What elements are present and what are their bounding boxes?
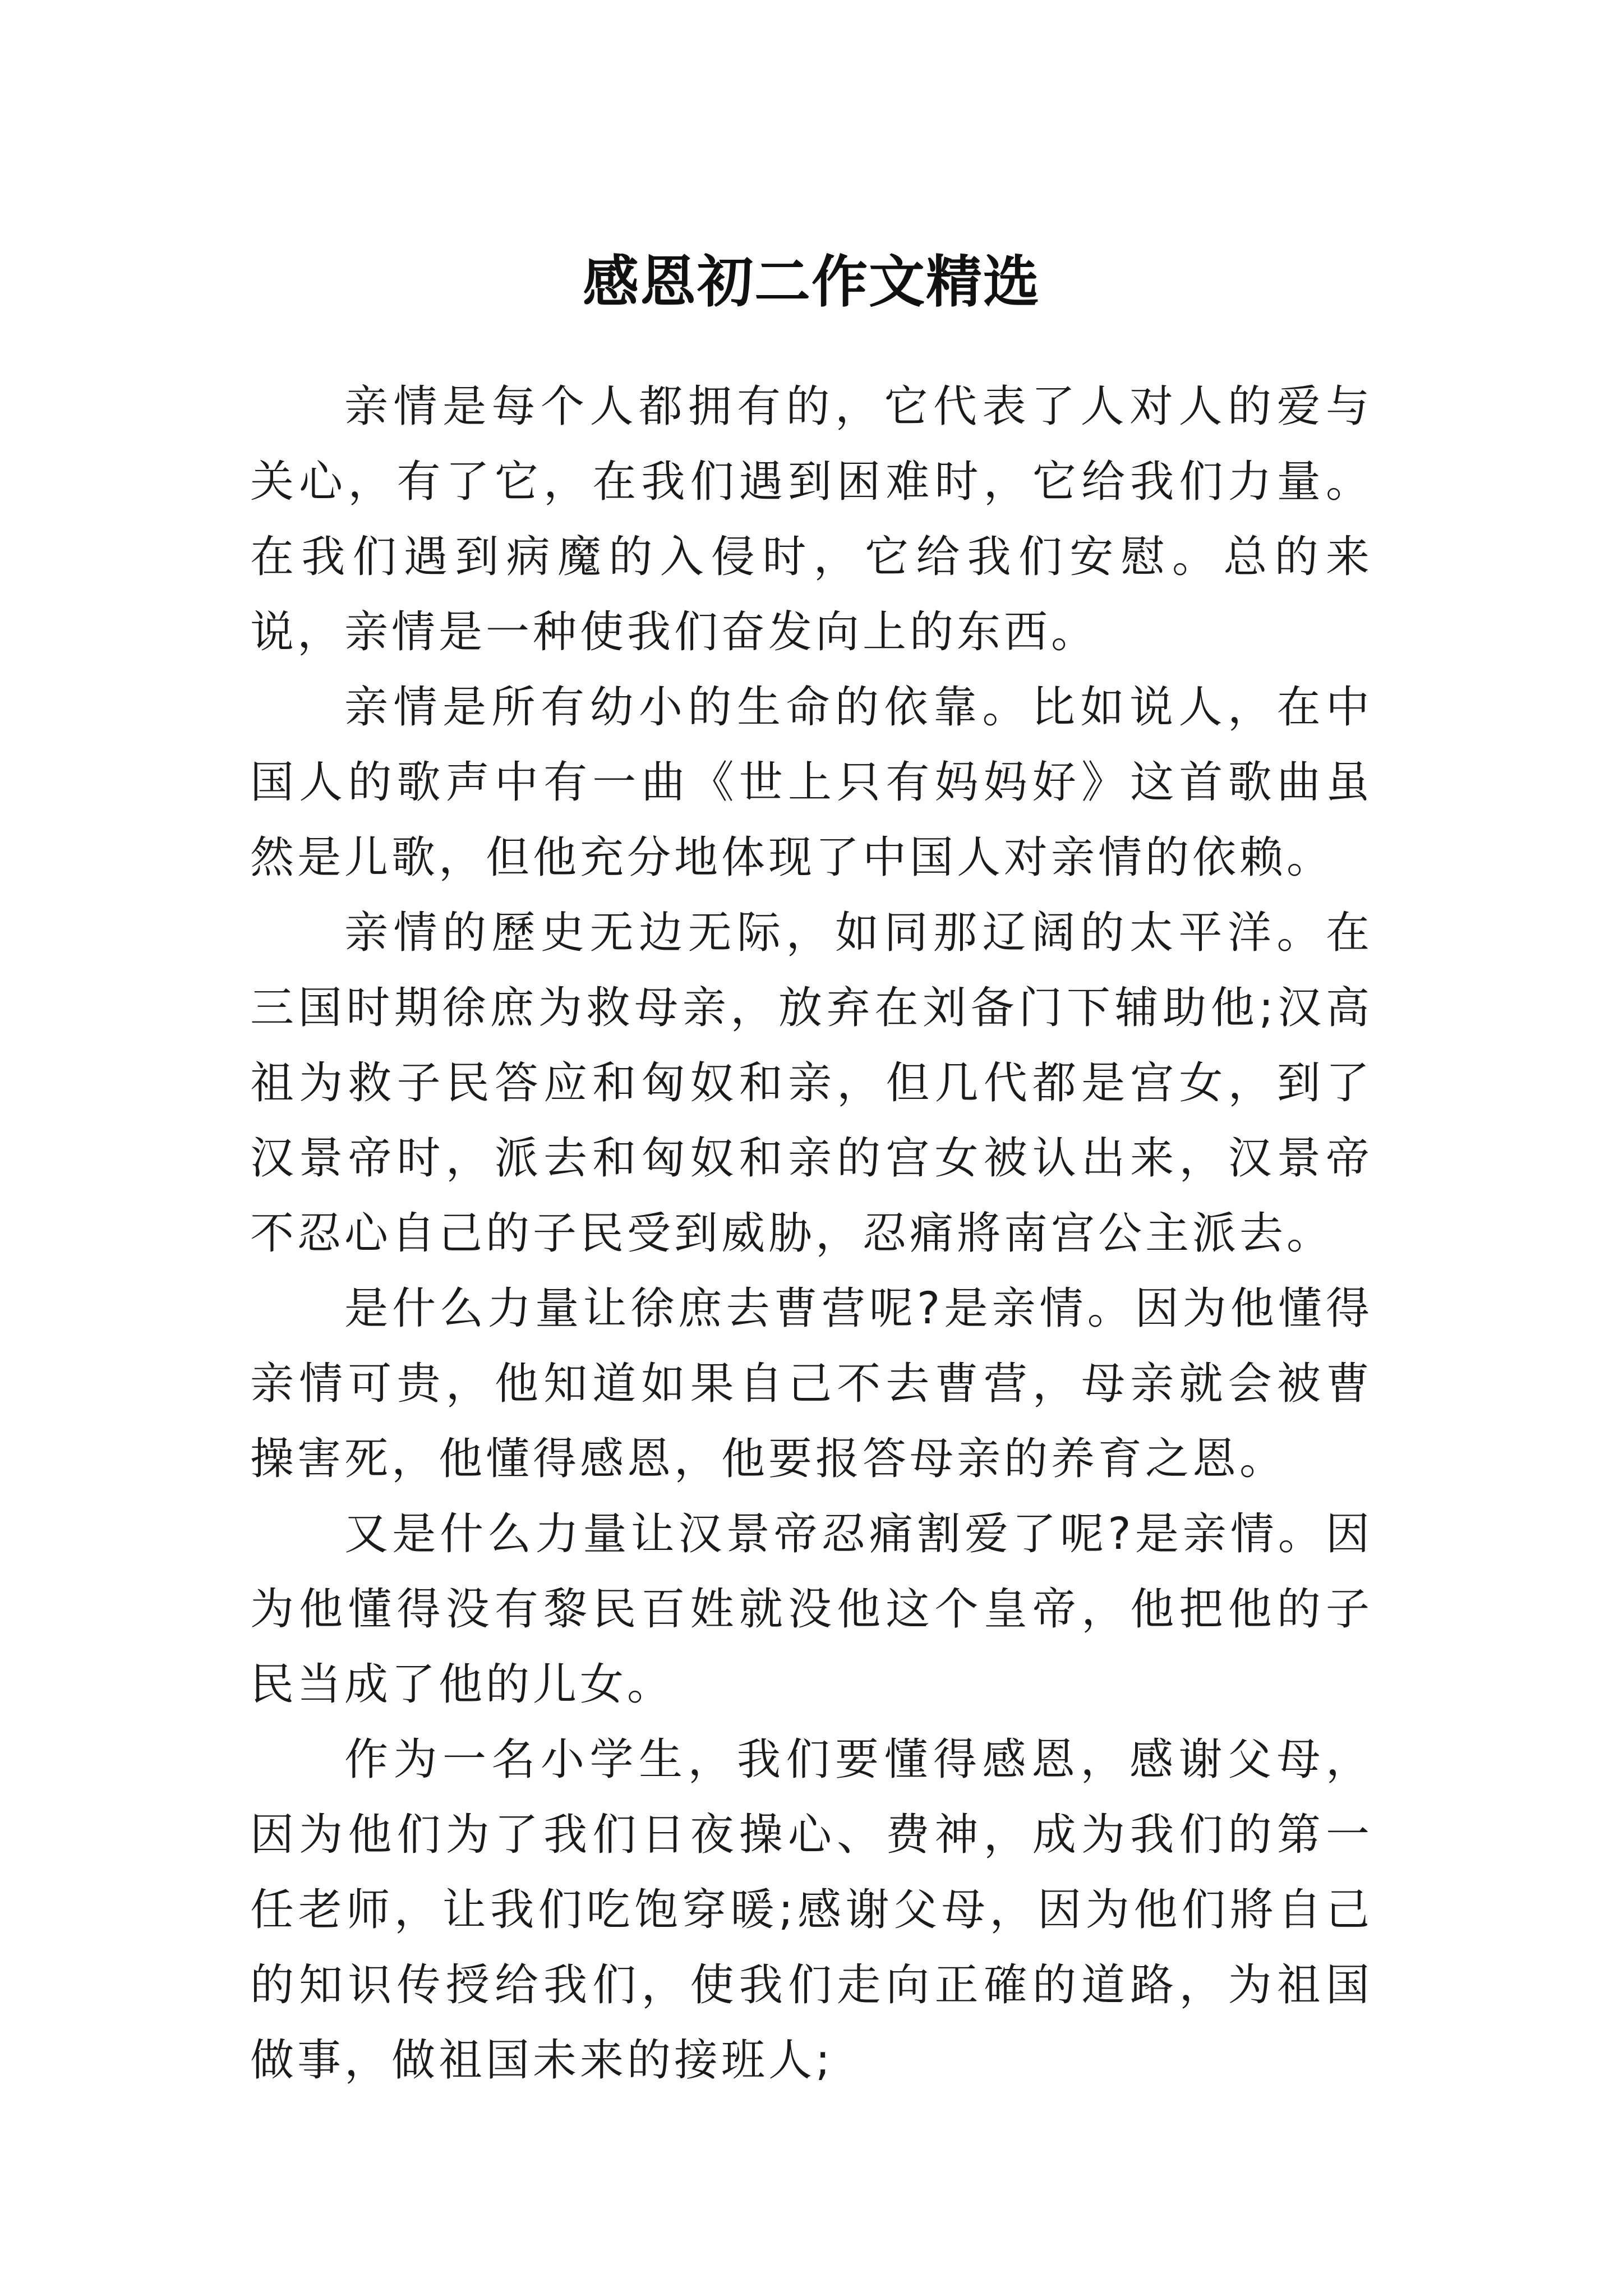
paragraph: 是什么力量让徐庶去曹营呢?是亲情。因为他懂得亲情可贵，他知道如果自己不去曹营，母亲就会被曹操害死，他懂得感恩，他要报答母亲的养育之恩。 (250, 1283, 1373, 1484)
paragraph: 作为一名小学生，我们要懂得感恩，感谢父母，因为他们为了我们日夜操心、费神，成为我们的第一任老师，让我们吃饱穿暖;感谢父母，因为他们將自己的知识传授给我们，使我们走向正確的道路，为祖国做事，做祖国未来的接班人; (250, 1734, 1373, 2086)
document-body (250, 369, 1373, 2098)
paragraph: 亲情的歷史无边无际，如同那辽阔的太平洋。在三国时期徐庶为救母亲，放弃在刘备门下辅助他;汉高祖为救子民答应和匈奴和亲，但几代都是宫女，到了汉景帝时，派去和匈奴和亲的宫女被认出来，汉景帝不忍心自己的子民受到威胁，忍痛將南宫公主派去。 (250, 908, 1373, 1259)
paragraph: 亲情是每个人都拥有的，它代表了人对人的爱与关心，有了它，在我们遇到困难时，它给我们力量。在我们遇到病魔的入侵时，它给我们安慰。总的来说，亲情是一种使我们奋发向上的东西。 (250, 381, 1373, 657)
document-title: 感恩初二作文精选 (583, 249, 1040, 315)
paragraph: 亲情是所有幼小的生命的依靠。比如说人，在中国人的歌声中有一曲《世上只有妈妈好》这首歌曲虽然是儿歌，但他充分地体现了中国人对亲情的依赖。 (250, 682, 1373, 883)
paragraph: 又是什么力量让汉景帝忍痛割爱了呢?是亲情。因为他懂得没有黎民百姓就没他这个皇帝，他把他的子民当成了他的儿女。 (250, 1509, 1373, 1710)
